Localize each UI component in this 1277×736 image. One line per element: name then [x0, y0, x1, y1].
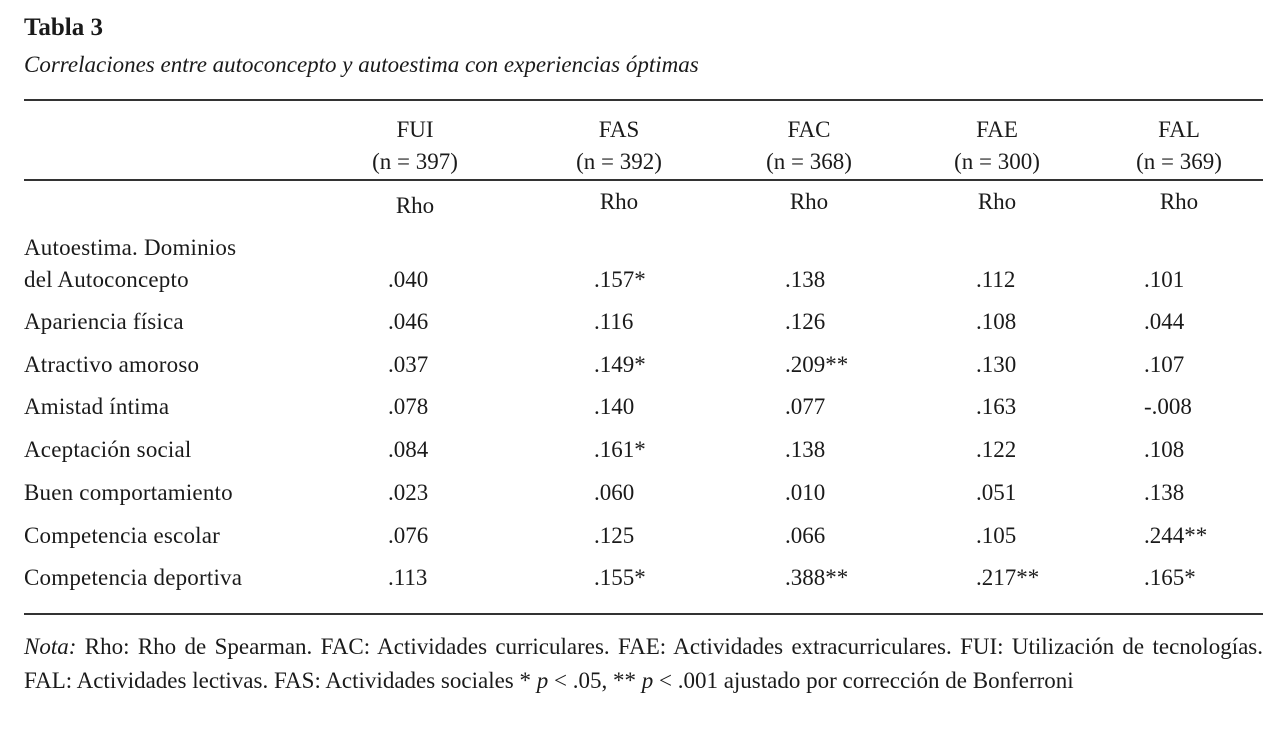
row-label: Buen comportamiento	[24, 480, 233, 505]
column-header-fui	[360, 114, 470, 178]
column-n: (n = 369)	[1136, 149, 1222, 174]
column-n: (n = 392)	[576, 149, 662, 174]
table-cell: .138	[785, 437, 826, 462]
table-cell: .037	[388, 352, 429, 377]
row-label-line1: Autoestima. Dominios	[24, 235, 237, 260]
bottom-rule	[24, 613, 1263, 615]
row-label: Atractivo amoroso	[24, 352, 200, 377]
table-cell: .125	[594, 523, 635, 548]
stat-label: Rho	[395, 193, 435, 218]
row-label: Competencia escolar	[24, 523, 221, 548]
column-name: FAC	[787, 117, 831, 142]
p-symbol: p	[536, 667, 549, 693]
stat-label: Rho	[789, 189, 829, 214]
table-cell: .084	[388, 437, 429, 462]
row-label: Apariencia física	[24, 309, 184, 334]
table-cell: .209**	[785, 352, 849, 377]
column-header-fae	[942, 114, 1052, 178]
table-cell: .122	[976, 437, 1017, 462]
note-prefix: Nota:	[24, 634, 77, 659]
row-label: Aceptación social	[24, 437, 192, 462]
stat-label: Rho	[977, 189, 1017, 214]
table-cell: .217**	[976, 565, 1040, 590]
column-name: FAS	[598, 117, 640, 142]
column-name: FAL	[1158, 117, 1200, 142]
table-cell: .105	[976, 523, 1017, 548]
table-cell: .107	[1144, 352, 1185, 377]
table-cell: .161*	[594, 437, 646, 462]
table-cell: .138	[785, 267, 826, 292]
table-cell: .126	[785, 309, 826, 334]
table-cell: .066	[785, 523, 826, 548]
table-cell: .108	[976, 309, 1017, 334]
table-cell: .044	[1144, 309, 1185, 334]
header-rule	[24, 179, 1263, 181]
table-cell: .046	[388, 309, 429, 334]
table-note	[24, 630, 1263, 697]
column-n: (n = 397)	[372, 149, 458, 174]
table-cell: .101	[1144, 267, 1185, 292]
table-cell: .155*	[594, 565, 646, 590]
row-label: Amistad íntima	[24, 394, 170, 419]
stat-label: Rho	[1159, 189, 1199, 214]
table-cell: .163	[976, 394, 1017, 419]
table-cell: .078	[388, 394, 429, 419]
column-n: (n = 368)	[766, 149, 852, 174]
table-cell: .149*	[594, 352, 646, 377]
table-cell: .112	[976, 267, 1016, 292]
column-name: FUI	[396, 117, 434, 142]
table-cell: .051	[976, 480, 1017, 505]
table-cell: .388**	[785, 565, 849, 590]
column-header-fac	[754, 114, 864, 178]
table-figure	[24, 0, 1263, 736]
table-cell: .140	[594, 394, 635, 419]
table-cell: .165*	[1144, 565, 1196, 590]
column-name: FAE	[976, 117, 1018, 142]
note-text: Rho: Rho de Spearman. FAC: Actividades curriculares. FAE: Actividades extracurriculares. FUI: Utilización de tecnologías. FAL: Actividades lectivas. FAS: Actividades sociales *	[24, 634, 1263, 693]
table-caption: Correlaciones entre autoconcepto y autoestima con experiencias óptimas	[24, 52, 699, 77]
table-cell: .138	[1144, 480, 1185, 505]
row-label: del Autoconcepto	[24, 267, 189, 292]
table-cell: .076	[388, 523, 429, 548]
table-cell: -.008	[1144, 394, 1192, 419]
table-cell: .108	[1144, 437, 1185, 462]
table-cell: .010	[785, 480, 826, 505]
table-cell: .116	[594, 309, 634, 334]
column-n: (n = 300)	[954, 149, 1040, 174]
p-symbol: p	[641, 667, 654, 693]
stat-label: Rho	[599, 189, 639, 214]
row-label: Competencia deportiva	[24, 565, 243, 590]
top-rule	[24, 99, 1263, 101]
table-cell: .113	[388, 565, 428, 590]
table-cell: .023	[388, 480, 429, 505]
column-header-fas	[564, 114, 674, 178]
table-cell: .040	[388, 267, 429, 292]
column-header-fal	[1124, 114, 1234, 178]
table-cell: .130	[976, 352, 1017, 377]
note-text: < .05, **	[548, 667, 642, 693]
table-cell: .060	[594, 480, 635, 505]
table-label: Tabla 3	[24, 14, 103, 41]
note-text: < .001 ajustado por corrección de Bonferroni	[653, 667, 1074, 693]
table-cell: .077	[785, 394, 826, 419]
table-cell: .244**	[1144, 523, 1208, 548]
table-cell: .157*	[594, 267, 646, 292]
